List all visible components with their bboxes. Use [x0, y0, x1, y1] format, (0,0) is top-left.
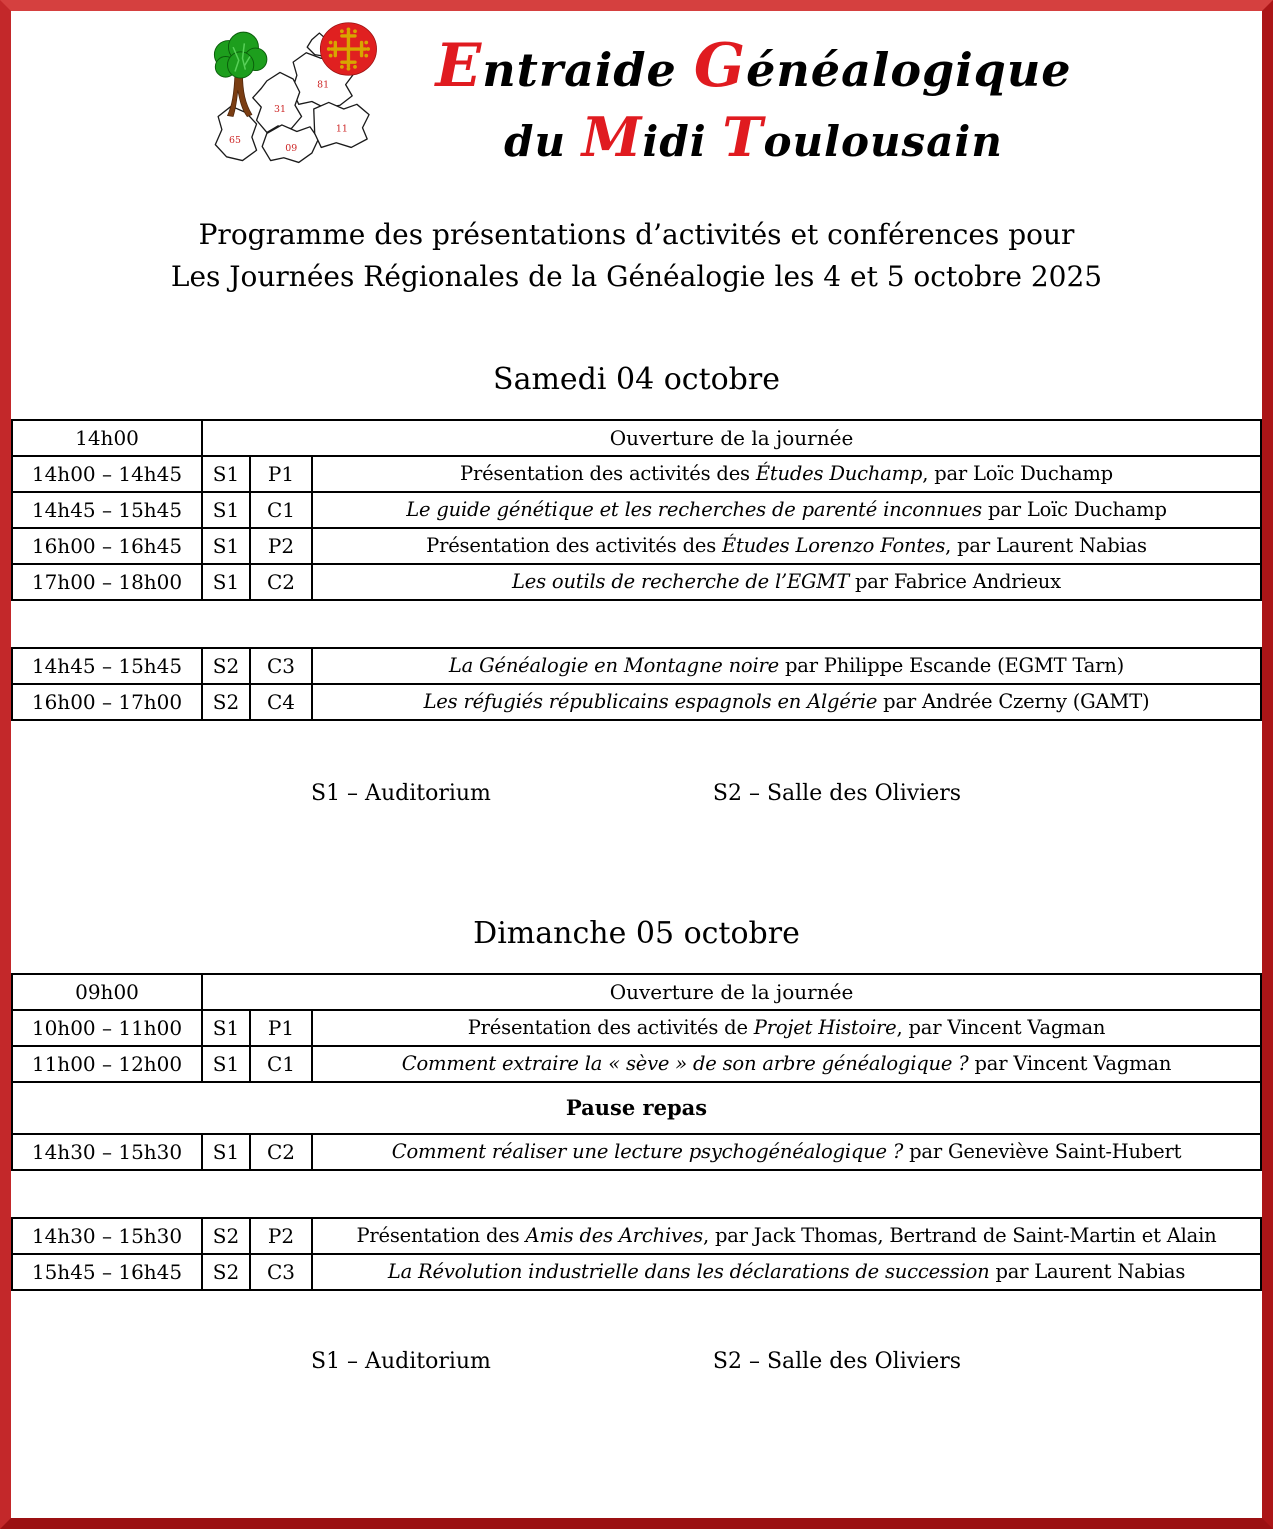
sunday-schedule-table — [11, 973, 1262, 1171]
description-title: Projet Histoire — [753, 1016, 897, 1039]
time-cell: 15h45 – 16h45 — [12, 1254, 202, 1290]
association-name-line1 — [435, 29, 1071, 104]
room-cell: S2 — [202, 684, 250, 720]
description-title: La Révolution industrielle dans les déclarations de succession — [387, 1260, 990, 1283]
room-cell: S1 — [202, 1046, 250, 1082]
description-title: Amis des Archives — [525, 1224, 703, 1247]
legend-s1: S1 – Auditorium — [311, 1348, 491, 1374]
description-cell — [312, 1218, 1261, 1254]
time-cell: 14h00 — [12, 420, 202, 456]
brand-initial-t: T — [722, 105, 764, 169]
session-row — [12, 1218, 1261, 1254]
brand-text: du — [504, 117, 582, 166]
description-cell — [312, 564, 1261, 600]
time-cell: 14h00 – 14h45 — [12, 456, 202, 492]
department-81-label: 81 — [317, 79, 330, 91]
brand-text: oulousain — [763, 117, 1003, 166]
department-11-label: 11 — [336, 123, 349, 135]
code-cell: P2 — [250, 1218, 312, 1254]
session-row — [12, 528, 1261, 564]
brand-initial-m: M — [581, 105, 643, 169]
saturday-room2-table — [11, 647, 1262, 721]
room-cell: S1 — [202, 528, 250, 564]
code-cell: C1 — [250, 1046, 312, 1082]
saturday-schedule-table — [11, 419, 1262, 601]
session-row — [12, 1010, 1261, 1046]
description-suffix: par Loïc Duchamp — [982, 498, 1167, 521]
code-cell: P1 — [250, 1010, 312, 1046]
rooms-legend — [11, 781, 1262, 806]
description-title: Comment extraire la « sève » de son arbre généalogique ? — [401, 1052, 969, 1075]
code-cell: P2 — [250, 528, 312, 564]
department-31-label: 31 — [274, 103, 287, 115]
description-suffix: par Laurent Nabias — [989, 1260, 1186, 1283]
room-cell: S2 — [202, 1218, 250, 1254]
description-cell — [312, 1254, 1261, 1290]
time-cell: 14h30 – 15h30 — [12, 1218, 202, 1254]
room-cell: S1 — [202, 1134, 250, 1170]
opening-label-cell: Ouverture de la journée — [202, 974, 1261, 1010]
department-65-label: 65 — [229, 134, 242, 146]
code-cell: C2 — [250, 1134, 312, 1170]
lunch-break-row — [12, 1082, 1261, 1134]
room-cell: S2 — [202, 1254, 250, 1290]
legend-s1: S1 – Auditorium — [311, 780, 491, 806]
code-cell: C1 — [250, 492, 312, 528]
lunch-break-label: Pause repas — [12, 1082, 1261, 1134]
description-cell — [312, 456, 1261, 492]
description-cell — [312, 684, 1261, 720]
session-row — [12, 1134, 1261, 1170]
association-name-line2 — [435, 104, 1071, 172]
document-title-line1: Programme des présentations d’activités et conférences pour — [198, 217, 1075, 251]
code-cell: C4 — [250, 684, 312, 720]
association-name — [435, 19, 1071, 172]
time-cell: 10h00 – 11h00 — [12, 1010, 202, 1046]
session-row — [12, 648, 1261, 684]
room-cell: S1 — [202, 456, 250, 492]
time-cell: 14h30 – 15h30 — [12, 1134, 202, 1170]
brand-text: énéalogique — [746, 43, 1072, 97]
description-cell — [312, 1134, 1261, 1170]
description-cell — [312, 648, 1261, 684]
legend-s2: S2 – Salle des Oliviers — [712, 780, 962, 806]
code-cell: C3 — [250, 648, 312, 684]
description-suffix: par Fabrice Andrieux — [849, 570, 1061, 593]
description-prefix: Présentation des — [356, 1224, 526, 1247]
occitan-cross-icon — [321, 23, 377, 76]
room-cell: S1 — [202, 1010, 250, 1046]
code-cell: C2 — [250, 564, 312, 600]
description-title: La Généalogie en Montagne noire — [448, 654, 779, 677]
description-cell — [312, 1010, 1261, 1046]
description-prefix: Présentation des activités des — [426, 534, 723, 557]
department-09-label: 09 — [285, 143, 298, 155]
page-content — [11, 19, 1262, 1374]
time-cell: 14h45 – 15h45 — [12, 648, 202, 684]
time-cell: 17h00 – 18h00 — [12, 564, 202, 600]
brand-text: idi — [642, 117, 723, 166]
brand-text: ntraide — [482, 43, 694, 97]
room-cell: S1 — [202, 492, 250, 528]
room-cell: S2 — [202, 648, 250, 684]
time-cell: 11h00 – 12h00 — [12, 1046, 202, 1082]
session-row — [12, 1254, 1261, 1290]
header — [11, 19, 1262, 172]
session-row — [12, 456, 1261, 492]
description-suffix: par Geneviève Saint-Hubert — [903, 1140, 1182, 1163]
description-title: Études Lorenzo Fontes — [722, 534, 946, 557]
description-title: Le guide génétique et les recherches de parenté inconnues — [406, 498, 982, 521]
description-title: Les réfugiés républicains espagnols en Algérie — [423, 690, 878, 713]
description-suffix: par Philippe Escande (EGMT Tarn) — [778, 654, 1125, 677]
session-row — [12, 492, 1261, 528]
code-cell: P1 — [250, 456, 312, 492]
description-suffix: par Andrée Czerny (GAMT) — [877, 690, 1150, 713]
session-row — [12, 1046, 1261, 1082]
description-prefix: Présentation des activités de — [467, 1016, 754, 1039]
session-row — [12, 564, 1261, 600]
description-cell — [312, 528, 1261, 564]
description-prefix: Présentation des activités des — [460, 462, 756, 485]
description-suffix: , par Vincent Vagman — [896, 1016, 1106, 1039]
description-title: Comment réaliser une lecture psychogénéalogique ? — [391, 1140, 904, 1163]
brand-initial-g: G — [693, 31, 747, 101]
description-cell — [312, 492, 1261, 528]
opening-row — [12, 420, 1261, 456]
time-cell: 14h45 – 15h45 — [12, 492, 202, 528]
rooms-legend — [11, 1349, 1262, 1374]
description-title: Études Duchamp — [755, 462, 923, 485]
time-cell: 09h00 — [12, 974, 202, 1010]
opening-label-cell: Ouverture de la journée — [202, 420, 1261, 456]
description-cell — [312, 1046, 1261, 1082]
description-suffix: , par Jack Thomas, Bertrand de Saint-Martin et Alain — [702, 1224, 1217, 1247]
brand-initial-e: E — [435, 31, 483, 101]
description-title: Les outils de recherche de l’EGMT — [512, 570, 850, 593]
document-title — [11, 214, 1262, 298]
description-suffix: par Vincent Vagman — [968, 1052, 1172, 1075]
saturday-heading: Samedi 04 octobre — [493, 361, 780, 397]
document-title-line2: Les Journées Régionales de la Généalogie les 4 et 5 octobre 2025 — [170, 259, 1103, 293]
time-cell: 16h00 – 16h45 — [12, 528, 202, 564]
association-logo — [201, 19, 389, 169]
room-cell: S1 — [202, 564, 250, 600]
sunday-room2-table — [11, 1217, 1262, 1291]
sunday-heading: Dimanche 05 octobre — [473, 915, 800, 951]
code-cell: C3 — [250, 1254, 312, 1290]
legend-s2: S2 – Salle des Oliviers — [712, 1348, 962, 1374]
description-suffix: , par Loïc Duchamp — [922, 462, 1113, 485]
time-cell: 16h00 – 17h00 — [12, 684, 202, 720]
opening-row — [12, 974, 1261, 1010]
session-row — [12, 684, 1261, 720]
description-suffix: , par Laurent Nabias — [945, 534, 1147, 557]
